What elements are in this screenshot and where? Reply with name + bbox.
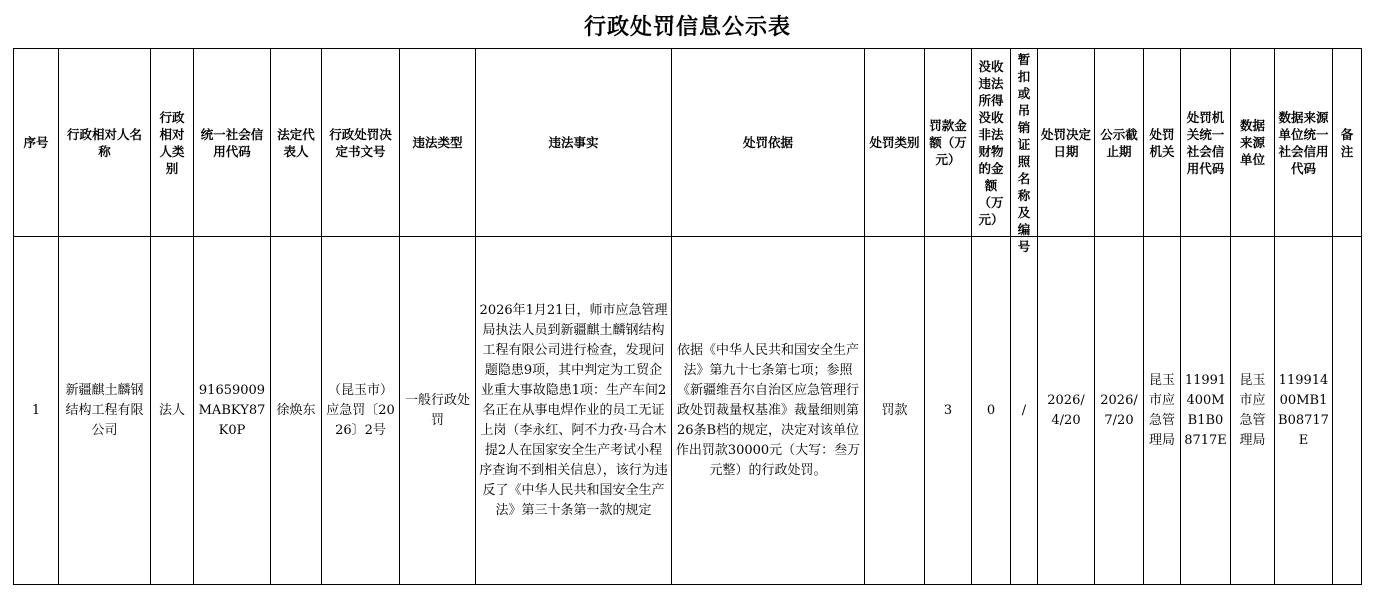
header-party-type: 行政相对人类别 (151, 49, 194, 237)
header-authority: 处罚机关 (1144, 49, 1181, 237)
header-seq: 序号 (14, 49, 59, 237)
header-doc-no: 行政处罚决定书文号 (322, 49, 400, 237)
penalty-table (13, 48, 1362, 585)
header-party-name: 行政相对人名称 (59, 49, 151, 237)
header-license-text: 暂扣或吊销证照名称及编号 (1017, 52, 1031, 254)
header-violation-type: 违法类型 (400, 49, 476, 237)
cell-credit-code: 91659009MABKY87K0P (194, 237, 271, 585)
header-penalty-type: 处罚类别 (865, 49, 925, 237)
header-fine: 罚款金额（万元） (925, 49, 972, 237)
cell-deadline: 2026/7/20 (1095, 237, 1144, 585)
cell-violation-type: 一般行政处罚 (400, 237, 476, 585)
header-decision-date: 处罚决定日期 (1038, 49, 1095, 237)
cell-source: 昆玉市应急管理局 (1231, 237, 1275, 585)
header-confiscated: 没收违法所得没收非法财物的金额（万元） (972, 49, 1011, 237)
cell-party-name: 新疆麒土麟钢结构工程有限公司 (59, 237, 151, 585)
table-row (14, 237, 1362, 585)
cell-source-code: 11991400MB1B08717E (1275, 237, 1333, 585)
header-basis: 处罚依据 (672, 49, 865, 237)
header-source-code: 数据来源单位统一社会信用代码 (1275, 49, 1333, 237)
cell-remark (1333, 237, 1362, 585)
header-remark: 备注 (1333, 49, 1362, 237)
page-title: 行政处罚信息公示表 (583, 14, 791, 40)
cell-basis: 依据《中华人民共和国安全生产法》第九十七条第七项；参照《新疆维吾尔自治区应急管理行政处罚裁量权基准》裁量细则第26条B档的规定，决定对该单位作出罚款30000元（大写：叁万元整）的行政处罚。 (672, 237, 865, 585)
header-credit-code: 统一社会信用代码 (194, 49, 271, 237)
header-license (1011, 49, 1038, 254)
header-authority-code: 处罚机关统一社会信用代码 (1181, 49, 1231, 237)
cell-authority: 昆玉市应急管理局 (1144, 237, 1181, 585)
cell-penalty-type: 罚款 (865, 237, 925, 585)
cell-decision-date: 2026/4/20 (1038, 237, 1095, 585)
cell-legal-rep: 徐焕东 (271, 237, 322, 585)
cell-facts: 2026年1月21日，师市应急管理局执法人员到新疆麒土麟钢结构工程有限公司进行检查，发现问题隐患9项，其中判定为工贸企业重大事故隐患1项：生产车间2名正在从事电焊作业的员工无证上岗（李永红、阿不力孜·马合木提2人在国家安全生产考试小程序查询不到相关信息），该行为违反了《中华人民共和国安全生产法》第三十条第一款的规定 (476, 237, 672, 585)
cell-doc-no: （昆玉市）应急罚〔2026〕2号 (322, 237, 400, 585)
header-row (14, 49, 1362, 237)
cell-fine: 3 (925, 237, 972, 585)
cell-license: / (1011, 237, 1038, 585)
cell-party-type: 法人 (151, 237, 194, 585)
cell-seq: 1 (14, 237, 59, 585)
header-deadline: 公示截止期 (1095, 49, 1144, 237)
header-source: 数据来源单位 (1231, 49, 1275, 237)
cell-authority-code: 11991400MB1B08717E (1181, 237, 1231, 585)
header-legal-rep: 法定代表人 (271, 49, 322, 237)
header-facts: 违法事实 (476, 49, 672, 237)
cell-confiscated: 0 (972, 237, 1011, 585)
